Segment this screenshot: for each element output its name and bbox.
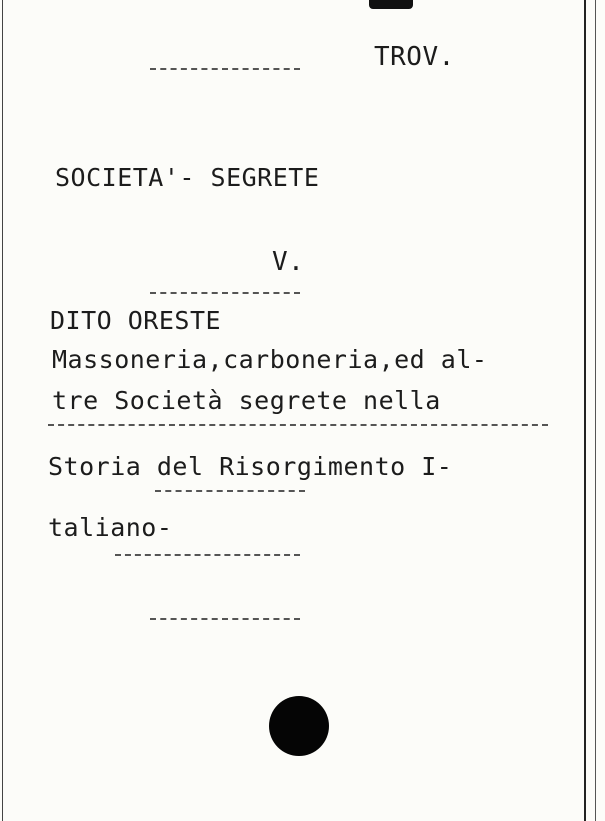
dash-rule [150, 618, 300, 621]
dash-rule [115, 554, 300, 557]
title-line-1: Massoneria,carboneria,ed al- [52, 345, 488, 374]
card-left-edge [2, 0, 3, 821]
dash-rule [155, 490, 305, 493]
dash-rule [150, 68, 300, 71]
card-right-border-outer [595, 0, 596, 821]
title-line-3: Storia del Risorgimento I- [48, 452, 453, 481]
card-right-border [584, 0, 586, 821]
subject-heading: SOCIETA'- SEGRETE [55, 163, 320, 192]
location-label: TROV. [374, 42, 455, 72]
title-line-4: taliano- [48, 513, 173, 542]
title-line-2: tre Società segrete nella [52, 386, 441, 415]
dash-rule [48, 424, 548, 427]
author-name: DITO ORESTE [50, 306, 222, 335]
card-tab-mark [369, 0, 413, 9]
dash-rule [150, 292, 300, 295]
see-reference: V. [272, 247, 305, 277]
punch-hole [269, 696, 329, 756]
